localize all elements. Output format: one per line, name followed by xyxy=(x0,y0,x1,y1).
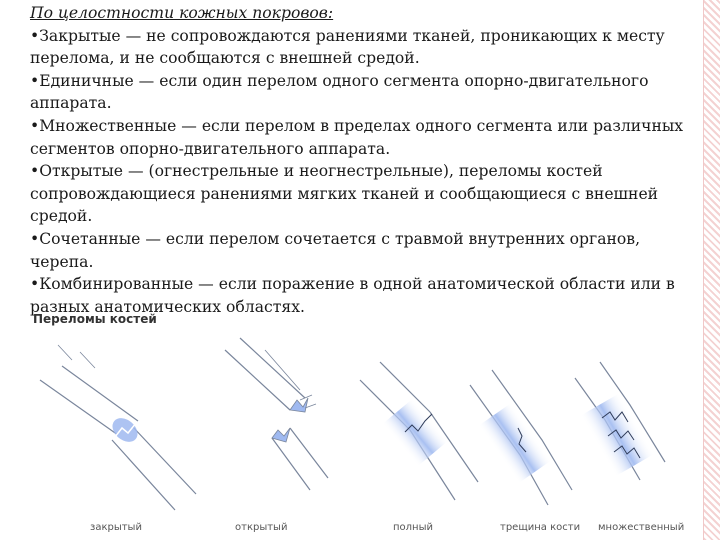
bone-closed xyxy=(40,345,196,510)
bullet-combined-trauma: •Сочетанные — если перелом сочетается с травмой внутренних органов, черепа. xyxy=(30,229,641,271)
caption-open: открытый xyxy=(235,522,288,533)
bullet-closed: •Закрытые — не сопровождаются ранениями тканей, проникающих к месту перелома, и не сообщаются с внешней средой. xyxy=(30,26,665,68)
caption-closed: закрытый xyxy=(90,522,142,533)
bullet-multiple: •Множественные — если перелом в пределах одного сегмента или различных сегментов опорно-двигательного аппарата. xyxy=(30,116,684,158)
caption-fissure: трещина кости xyxy=(500,522,581,533)
text-content xyxy=(30,2,700,318)
bullet-single: •Единичные — если один перелом одного сегмента опорно-двигательного аппарата. xyxy=(30,71,649,113)
bullet-open: •Открытые — (огнестрельные и неогнестрельные), переломы костей сопровождающиеся ранениями мягких тканей и сообщающиеся с внешней средой. xyxy=(30,162,659,226)
bullet-combined-lesion: •Комбинированные — если поражение в одной анатомической области или в разных анатомических областях. xyxy=(30,275,675,316)
slide-decorative-border xyxy=(703,0,720,540)
bone-fissure xyxy=(470,370,572,505)
figure-title: Переломы костей xyxy=(33,312,157,326)
caption-multiple: множественный xyxy=(598,522,685,533)
section-heading: По целостности кожных покровов: xyxy=(30,4,334,22)
caption-complete: полный xyxy=(393,522,433,533)
bone-multiple xyxy=(575,362,665,480)
bone-complete xyxy=(360,362,478,500)
bone-open xyxy=(225,338,328,490)
fracture-illustration xyxy=(0,330,700,540)
